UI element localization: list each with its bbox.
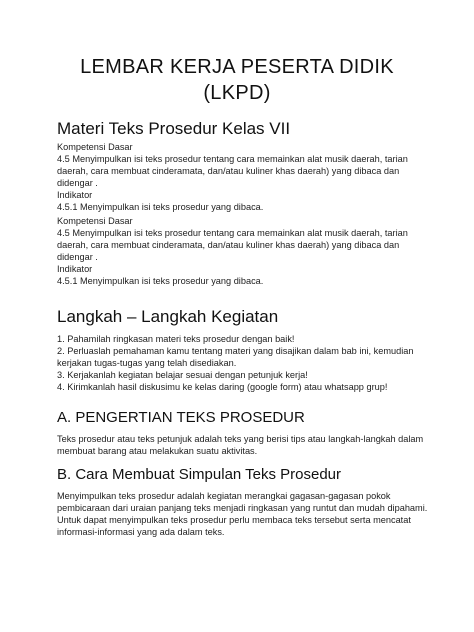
materi-block-2 — [57, 215, 417, 287]
text-line: didengar . — [57, 178, 98, 188]
section-a-heading: A. PENGERTIAN TEKS PROSEDUR — [57, 409, 305, 426]
text-line: Indikator — [57, 190, 93, 200]
section-a-paragraph — [57, 433, 424, 457]
langkah-list — [57, 333, 417, 393]
text-line: Teks prosedur atau teks petunjuk adalah teks yang berisi tips atau langkah-langkah dalam — [57, 434, 424, 444]
text-line: 4.5 Menyimpulkan isi teks prosedur tentang cara memainkan alat musik daerah, tarian — [57, 228, 408, 238]
materi-block-1 — [57, 141, 417, 213]
list-item: 1. Pahamilah ringkasan materi teks prosedur dengan baik! — [57, 334, 295, 344]
text-line: didengar . — [57, 252, 98, 262]
text-line: 4.5.1 Menyimpulkan isi teks prosedur yang dibaca. — [57, 202, 264, 212]
text-line: Menyimpulkan teks prosedur adalah kegiatan merangkai gagasan-gagasan pokok — [57, 491, 391, 501]
materi-heading: Materi Teks Prosedur Kelas VII — [57, 119, 291, 138]
document-title-line-1: LEMBAR KERJA PESERTA DIDIK — [80, 56, 394, 78]
text-line: informasi-informasi yang ada dalam teks. — [57, 527, 225, 537]
text-line: membuat barang atau melakukan suatu aktivitas. — [57, 446, 258, 456]
text-line: 4.5 Menyimpulkan isi teks prosedur tentang cara memainkan alat musik daerah, tarian — [57, 154, 408, 164]
text-line: daerah, cara membuat cinderamata, dan/atau kuliner khas daerah) yang dibaca dan — [57, 166, 400, 176]
langkah-heading: Langkah – Langkah Kegiatan — [57, 307, 279, 326]
list-item: kerjakan tugas-tugas yang telah disediakan. — [57, 358, 237, 368]
list-item: 4. Kirimkanlah hasil diskusimu ke kelas daring (google form) atau whatsapp grup! — [57, 382, 388, 392]
text-line: Kompetensi Dasar — [57, 142, 133, 152]
text-line: daerah, cara membuat cinderamata, dan/atau kuliner khas daerah) yang dibaca dan — [57, 240, 400, 250]
document-title-line-2: (LKPD) — [203, 82, 271, 104]
text-line: 4.5.1 Menyimpulkan isi teks prosedur yang dibaca. — [57, 276, 264, 286]
section-b-heading: B. Cara Membuat Simpulan Teks Prosedur — [57, 466, 342, 483]
text-line: pembicaraan dari uraian panjang teks menjadi ringkasan yang runtut dan mudah dipahami. — [57, 503, 428, 513]
section-b-paragraph — [57, 490, 428, 538]
text-line: Indikator — [57, 264, 93, 274]
list-item: 3. Kerjakanlah kegiatan belajar sesuai dengan petunjuk kerja! — [57, 370, 308, 380]
list-item: 2. Perluaslah pemahaman kamu tentang materi yang disajikan dalam bab ini, kemudian — [57, 346, 414, 356]
text-line: Untuk dapat menyimpulkan teks prosedur perlu membaca teks tersebut serta mencatat — [57, 515, 411, 525]
text-line: Kompetensi Dasar — [57, 216, 133, 226]
